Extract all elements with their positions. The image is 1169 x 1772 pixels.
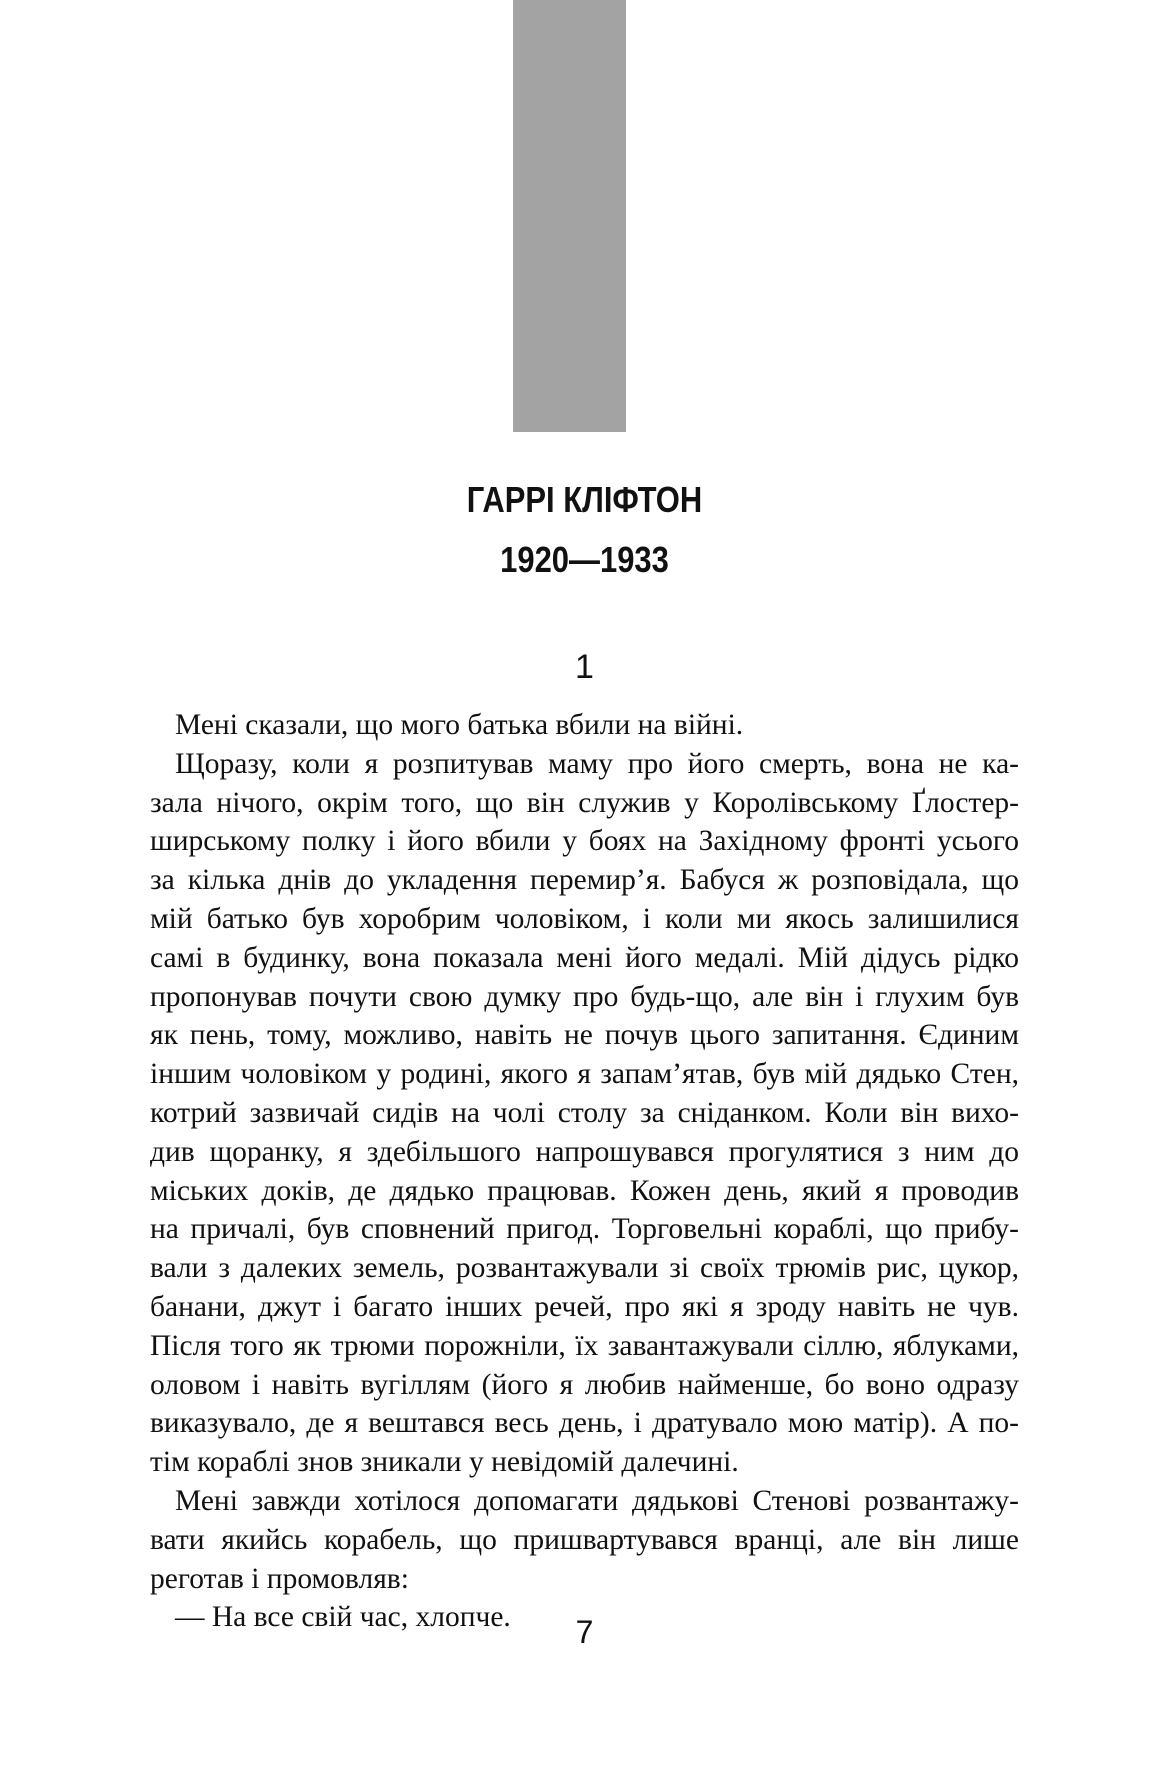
text-line: реготав і промовляв:	[150, 1562, 409, 1595]
text-line: Мені сказали, що мого батька вбили на війні.	[175, 709, 744, 741]
text-line: за кілька днів до укладення перемир’я. Бабуся ж розповідала, що	[150, 864, 1019, 897]
text-line: вали з далеких земель, розвантажували зі своїх трюмів рис, цукор,	[150, 1252, 1019, 1285]
text-line: на причалі, був сповнений пригод. Торговельні кораблі, що прибу-	[150, 1213, 1019, 1246]
text-line: мій батько був хоробрим чоловіком, і коли ми якось залишилися	[150, 902, 1019, 935]
part-divider-bar	[513, 0, 626, 432]
text-line: оловом і навіть вугіллям (його я любив найменше, бо воно одразу	[150, 1368, 1019, 1401]
chapter-number: 1	[575, 648, 594, 686]
text-line: — На все свій час, хлопче.	[175, 1601, 511, 1634]
text-line: див щоранку, я здебільшого напрошувався прогулятися з ним до	[150, 1135, 1019, 1168]
text-line: вати якийсь корабель, що пришвартувався вранці, але він лише	[150, 1523, 1019, 1556]
text-line: Щоразу, коли я розпитував маму про його смерть, вона не ка-	[175, 747, 1019, 780]
page-number: 7	[575, 1614, 594, 1650]
text-line: банани, джут і багато інших речей, про які я зроду навіть не чув.	[150, 1290, 1019, 1323]
text-line: котрий зазвичай сидів на чолі столу за сніданком. Коли він вихо-	[150, 1096, 1019, 1129]
part-title: ГАРРІ КЛІФТОН	[466, 479, 703, 520]
part-years: 1920—1933	[500, 539, 669, 580]
text-line: зала нічого, окрім того, що він служив у Королівському Ґлостер-	[150, 786, 1019, 819]
text-line: виказувало, де я вештався весь день, і дратувало мою матір). А по-	[150, 1407, 1019, 1440]
text-line: Після того як трюми порожніли, їх завантажували сіллю, яблуками,	[150, 1329, 1019, 1362]
text-line: іншим чоловіком у родині, якого я запам’ятав, був мій дядько Стен,	[150, 1058, 1019, 1091]
text-line: Мені завжди хотілося допомагати дядькові Стенові розвантажу-	[175, 1484, 1019, 1517]
part-title-block	[82, 470, 1087, 590]
text-line: пропонував почути свою думку про будь-що, але він і глухим був	[150, 980, 1019, 1013]
text-line: тім кораблі знов зникали у невідомій далечині.	[150, 1446, 739, 1479]
text-line: як пень, тому, можливо, навіть не почув цього запитання. Єдиним	[150, 1019, 1019, 1052]
text-line: міських доків, де дядько працював. Кожен день, який я проводив	[150, 1174, 1019, 1207]
text-line: ширському полку і його вбили у боях на Західному фронті усього	[150, 825, 1019, 858]
chapter-text	[150, 706, 1019, 1637]
text-line: самі в будинку, вона показала мені його медалі. Мій дідусь рідко	[150, 941, 1019, 974]
